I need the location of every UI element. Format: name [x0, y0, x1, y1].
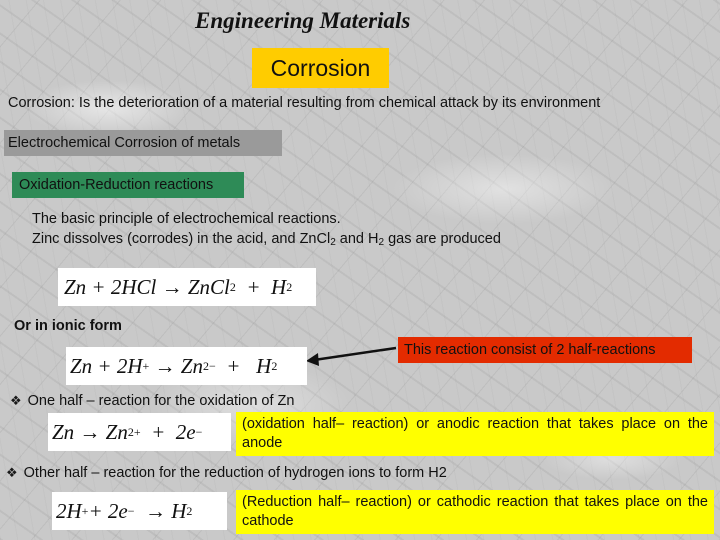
- principle-text: [32, 209, 501, 253]
- bullet-reduction: [6, 465, 447, 481]
- equation-molecular: Zn + 2HCl → ZnCl 2 + H 2: [58, 268, 316, 306]
- page-title: Engineering Materials: [195, 8, 411, 33]
- corrosion-heading-label: Corrosion: [270, 54, 371, 81]
- principle-line-1: The basic principle of electrochemical reactions.: [32, 211, 341, 227]
- half-reactions-note: [398, 337, 692, 363]
- diamond-bullet-icon: ❖: [6, 465, 18, 480]
- bullet-oxidation-label: One half – reaction for the oxidation of Zn: [27, 393, 295, 409]
- electrochemical-heading: [4, 130, 282, 156]
- left-arrow-icon: [300, 340, 400, 370]
- half-reactions-note-label: This reaction consist of 2 half-reactions: [404, 342, 656, 358]
- equation-ionic: Zn + 2H + → Zn 2− + H 2: [66, 347, 307, 385]
- ionic-form-label: Or in ionic form: [14, 318, 122, 334]
- oxidation-note: (oxidation half– reaction) or anodic reaction that takes place on the anode: [236, 412, 714, 456]
- reduction-note: (Reduction half– reaction) or cathodic reaction that takes place on the cathode: [236, 490, 714, 534]
- equation-oxidation: Zn → Zn 2+ + 2e −: [48, 413, 231, 451]
- redox-heading: [12, 172, 244, 198]
- diamond-bullet-icon: ❖: [10, 393, 22, 408]
- bullet-oxidation: [10, 393, 294, 409]
- corrosion-definition: Corrosion: Is the deterioration of a material resulting from chemical attack by its environment: [8, 95, 601, 111]
- principle-line-2: Zinc dissolves (corrodes) in the acid, and ZnCl$_2$ and $H_2$ gas are produced: [32, 231, 501, 248]
- redox-heading-label: Oxidation-Reduction reactions: [19, 177, 214, 193]
- electrochemical-heading-label: Electrochemical Corrosion of metals: [8, 135, 241, 151]
- equation-reduction: 2H + + 2e − → H 2: [52, 492, 227, 530]
- corrosion-heading: [252, 48, 389, 88]
- bullet-reduction-label: Other half – reaction for the reduction of hydrogen ions to form H2: [23, 465, 447, 481]
